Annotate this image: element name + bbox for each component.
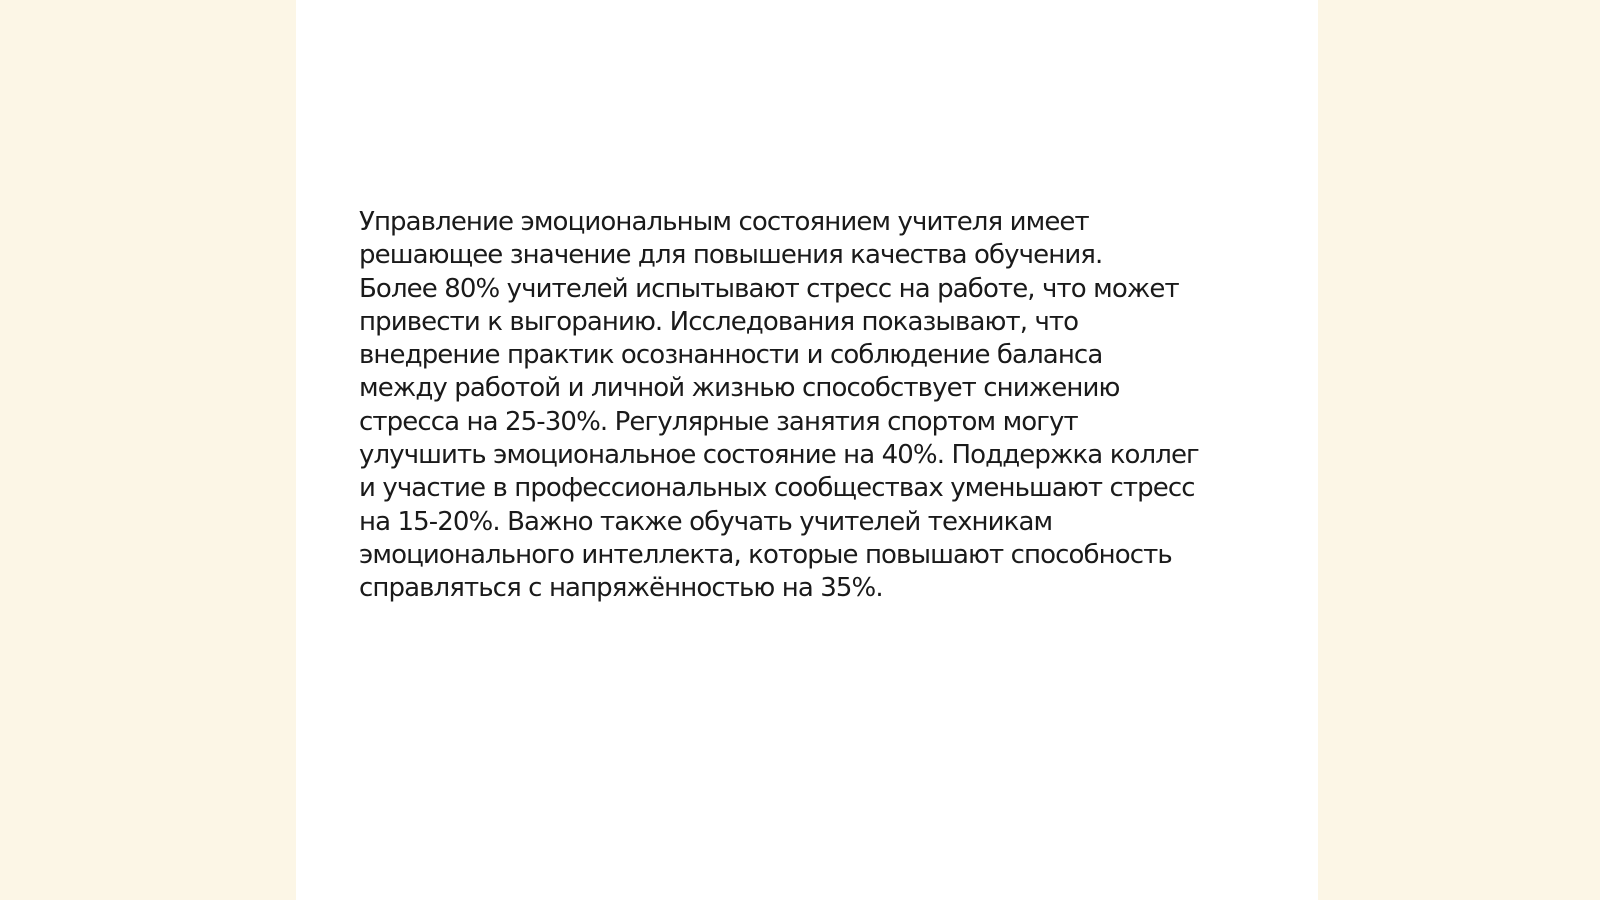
paragraph-line: улучшить эмоциональное состояние на 40%. Поддержка коллег xyxy=(359,440,1199,471)
body-paragraph xyxy=(359,206,1249,606)
paragraph-line: привести к выгоранию. Исследования показывают, что xyxy=(359,306,1079,337)
paragraph-line: Управление эмоциональным состоянием учителя имеет xyxy=(359,207,1089,237)
paragraph-line: стресса на 25-30%. Регулярные занятия спортом могут xyxy=(359,406,1078,437)
paragraph-line: Более 80% учителей испытывают стресс на работе, что может xyxy=(359,273,1179,304)
paragraph-line: между работой и личной жизнью способствует снижению xyxy=(359,373,1120,404)
paragraph-line: эмоционального интеллекта, которые повышают способность xyxy=(359,539,1172,570)
paragraph-line: на 15-20%. Важно также обучать учителей техникам xyxy=(359,506,1053,537)
paragraph-line: внедрение практик осознанности и соблюдение баланса xyxy=(359,340,1103,371)
document-sheet xyxy=(296,0,1318,900)
paragraph-line: и участие в профессиональных сообществах уменьшают стресс xyxy=(359,473,1195,504)
paragraph-line: справляться с напряжённостью на 35%. xyxy=(359,573,883,604)
paragraph-line: решающее значение для повышения качества обучения. xyxy=(359,240,1103,271)
